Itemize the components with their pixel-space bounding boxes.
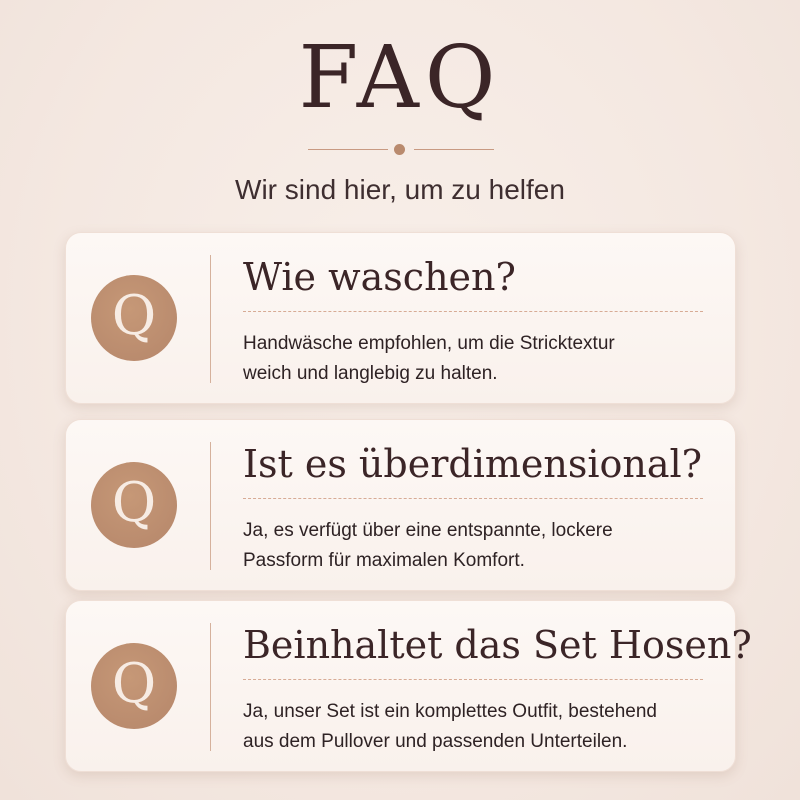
faq-answer — [243, 329, 723, 389]
faq-answer-line: Ja, unser Set ist ein komplettes Outfit, bestehend — [243, 701, 658, 722]
faq-question: Ist es überdimensional? — [243, 442, 703, 486]
title-divider — [308, 148, 494, 152]
page-title: FAQ — [298, 28, 502, 128]
faq-answer — [243, 697, 723, 757]
faq-answer-line: Passform für maximalen Komfort. — [243, 550, 525, 571]
faq-answer-line: aus dem Pullover und passenden Unterteilen. — [243, 731, 628, 752]
faq-answer-line: Ja, es verfügt über eine entspannte, lockere — [243, 520, 613, 541]
faq-card-pants[interactable] — [65, 600, 752, 772]
divider-line-right — [414, 149, 494, 150]
divider-dot — [394, 144, 405, 155]
faq-answer — [243, 516, 723, 576]
q-badge-letter: Q — [111, 471, 157, 534]
faq-answer-line: Handwäsche empfohlen, um die Stricktextur — [243, 333, 615, 354]
faq-question: Beinhaltet das Set Hosen? — [243, 623, 752, 667]
card-dashed-divider — [243, 311, 703, 312]
q-badge-icon — [91, 643, 177, 729]
card-vertical-divider — [210, 442, 211, 570]
q-badge-letter: Q — [111, 284, 157, 347]
card-vertical-divider — [210, 255, 211, 383]
page-subtitle: Wir sind hier, um zu helfen — [235, 174, 565, 205]
card-dashed-divider — [243, 679, 703, 680]
card-dashed-divider — [243, 498, 703, 499]
q-badge-icon — [91, 275, 177, 361]
q-badge-icon — [91, 462, 177, 548]
card-vertical-divider — [210, 623, 211, 751]
faq-answer-line: weich und langlebig zu halten. — [243, 363, 498, 384]
q-badge-letter: Q — [111, 652, 157, 715]
faq-question: Wie waschen? — [243, 255, 516, 299]
faq-card-washing[interactable] — [65, 232, 736, 404]
divider-line-left — [308, 149, 388, 150]
faq-card-oversized[interactable] — [65, 419, 736, 591]
